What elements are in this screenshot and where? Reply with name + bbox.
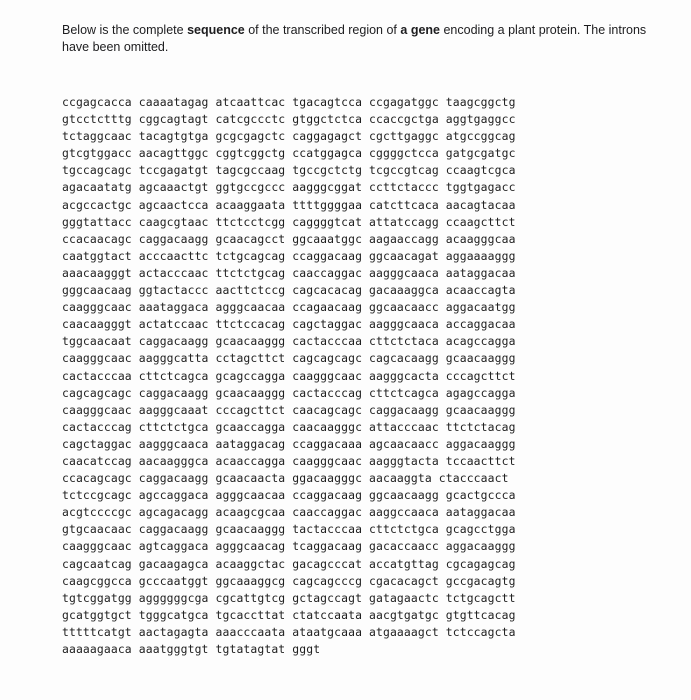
sequence-line: agacaatatg agcaaactgt ggtgccgccc aagggcggat ccttctaccc tggtgagacc: [62, 180, 516, 195]
sequence-line: caacatccag aacaagggca acaaccagga caagggcaac aagggtacta tccaacttct: [62, 453, 516, 468]
intro-bold-sequence: sequence: [187, 23, 245, 37]
sequence-line: gtgcaacaac caggacaagg gcaacaaggg tactacccaa cttctctgca gcagcctgga: [62, 522, 516, 537]
sequence-line: acgccactgc agcaactcca acaaggaata ttttggggaa catcttcaca aacagtacaa: [62, 197, 516, 212]
sequence-line: aaaaagaaca aaatgggtgt tgtatagtat gggt: [62, 642, 321, 656]
sequence-line: caagggcaac aagggcatta cctagcttct cagcagcagc cagcacaagg gcaacaaggg: [62, 351, 516, 366]
sequence-line: caacaagggt actatccaac ttctccacag cagctaggac aagggcaaca accaggacaa: [62, 317, 516, 332]
sequence-line: gggtattacc caagcgtaac ttctcctcgg caggggtcat attatccagg ccaagcttct: [62, 214, 516, 229]
sequence-line: gcatggtgct tgggcatgca tgcaccttat ctatccaata aacgtgatgc gtgttcacag: [62, 607, 516, 622]
sequence-line: tgtcggatgg aggggggcga cgcattgtcg gctagccagt gatagaactc tctgcagctt: [62, 590, 516, 605]
sequence-line: caagggcaac agtcaggaca agggcaacag tcaggacaag gacaccaacc aggacaaggg: [62, 539, 516, 554]
sequence-line: tctaggcaac tacagtgtga gcgcgagctc caggagagct cgcttgaggc atgccggcag: [62, 129, 516, 144]
sequence-line: ccgagcacca caaaatagag atcaattcac tgacagtcca ccgagatggc taagcggctg: [62, 95, 516, 109]
intro-text-3: encoding a plant protein. The introns have been omitted.: [62, 23, 647, 54]
sequence-line: ccacagcagc caggacaagg gcaacaacta ggacaagggc aacaaggta ctacccaact: [62, 471, 509, 486]
sequence-line: caagggcaac aagggcaaat cccagcttct caacagcagc caggacaagg gcaacaaggg: [62, 402, 516, 417]
intro-bold-gene: a gene: [400, 23, 440, 37]
sequence-line: gggcaacaag ggtactaccc aacttctccg cagcacacag gacaaaggca acaaccagta: [62, 283, 516, 298]
sequence-line: cactacccaa cttctcagca gcagccagga caagggcaac aagggcacta cccagcttct: [62, 368, 516, 383]
sequence-line: caagggcaac aaataggaca agggcaacaa ccagaacaag ggcaacaacc aggacaatgg: [62, 300, 516, 315]
sequence-line: gtcgtggacc aacagttggc cggtcggctg ccatggagca cggggctcca gatgcgatgc: [62, 146, 516, 161]
intro-text-1: Below is the complete: [62, 23, 188, 37]
sequence-line: ccacaacagc caggacaagg gcaacagcct ggcaaatggc aagaaccagg acaagggcaa: [62, 231, 516, 246]
sequence-line: cagcaatcag gacaagagca acaaggctac gacagcccat accatgttag cgcagagcag: [62, 556, 516, 571]
sequence-line: tctccgcagc agccaggaca agggcaacaa ccaggacaag ggcaacaagg gcactgccca: [62, 488, 516, 503]
sequence-line: cactacccag cttctctgca gcaaccagga caacaagggc attacccaac ttctctacag: [62, 419, 516, 434]
intro-paragraph: [62, 22, 662, 56]
sequence-line: tgccagcagc tccgagatgt tagcgccaag tgccgctctg tcgccgtcag ccaagtcgca: [62, 163, 516, 178]
intro-text-2: of the transcribed region of: [244, 23, 401, 37]
sequence-line: tggcaacaat caggacaagg gcaacaaggg cactacccaa cttctctaca acagccagga: [62, 334, 516, 349]
sequence-line: aaacaagggt actacccaac ttctctgcag caaccaggac aagggcaaca aataggacaa: [62, 265, 516, 280]
sequence-line: gtcctctttg cggcagtagt catcgccctc gtggctctca ccaccgctga aggtgaggcc: [62, 112, 516, 127]
dna-sequence-block: [62, 94, 516, 658]
sequence-line: cagctaggac aagggcaaca aataggacag ccaggacaaa agcaacaacc aggacaaggg: [62, 436, 516, 451]
sequence-line: caatggtact acccaacttc tctgcagcag ccaggacaag ggcaacagat aggaaaaggg: [62, 248, 516, 263]
sequence-line: tttttcatgt aactagagta aaacccaata ataatgcaaa atgaaaagct tctccagcta: [62, 624, 516, 639]
sequence-line: caagcggcca gcccaatggt ggcaaaggcg cagcagcccg cgacacagct gccgacagtg: [62, 573, 516, 588]
sequence-line: cagcagcagc caggacaagg gcaacaaggg cactacccag cttctcagca agagccagga: [62, 385, 516, 400]
sequence-line: acgtccccgc agcagacagg acaagcgcaa caaccaggac aaggccaaca aataggacaa: [62, 505, 516, 520]
